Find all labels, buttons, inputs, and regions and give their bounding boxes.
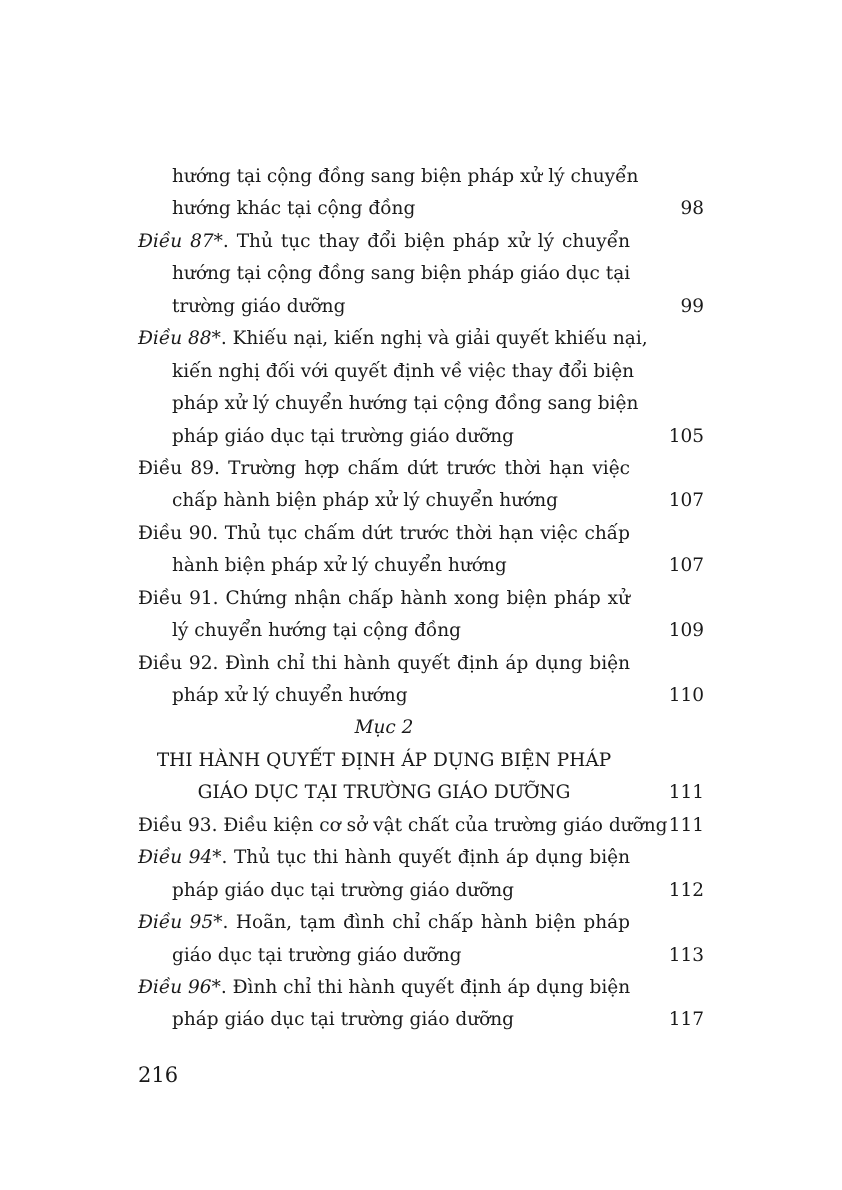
entry-line	[138, 226, 704, 258]
entry-text: hành biện pháp xử lý chuyển hướng	[172, 555, 507, 577]
entry-line	[138, 907, 704, 939]
entry-line	[138, 972, 704, 1004]
section-label-row	[138, 712, 704, 744]
entry-page-number: 111	[668, 814, 704, 836]
toc-entry	[138, 648, 704, 713]
section-title-line: GIÁO DỤC TẠI TRƯỜNG GIÁO DƯỠNG	[197, 782, 571, 804]
entry-line	[138, 680, 704, 712]
entry-text: lý chuyển hướng tại cộng đồng	[172, 620, 461, 642]
section-title-row	[138, 777, 704, 809]
article-number: Điều 93	[138, 814, 212, 836]
entry-page-number: 110	[668, 685, 704, 706]
entry-text: hướng khác tại cộng đồng	[172, 198, 416, 220]
table-of-contents	[138, 161, 704, 1037]
article-number: Điều 90	[138, 522, 213, 544]
entry-line	[138, 453, 704, 485]
entry-line	[138, 550, 704, 582]
article-number: Điều 94*	[138, 847, 222, 869]
article-number: Điều 89	[138, 457, 214, 479]
entry-text: Điều 88*. Khiếu nại, kiến nghị và giải quyết khiếu nại,	[138, 328, 648, 350]
entry-line	[138, 161, 704, 193]
entry-text: pháp xử lý chuyển hướng tại cộng đồng sang biện	[172, 393, 639, 415]
entry-line	[138, 258, 704, 290]
entry-text: Điều 90. Thủ tục chấm dứt trước thời hạn việc chấp	[138, 522, 630, 544]
section-heading	[138, 712, 704, 809]
entry-text: Điều 94*. Thủ tục thi hành quyết định áp dụng biện	[138, 847, 630, 869]
toc-entry	[138, 323, 704, 453]
entry-page-number: 105	[668, 425, 704, 447]
entry-text: Điều 95*. Hoãn, tạm đình chỉ chấp hành biện pháp	[138, 912, 630, 934]
article-number: Điều 92	[138, 652, 213, 674]
entry-text: pháp giáo dục tại trường giáo dưỡng	[172, 879, 515, 901]
entry-text: chấp hành biện pháp xử lý chuyển hướng	[172, 490, 559, 512]
entry-text: Điều 89. Trường hợp chấm dứt trước thời hạn việc	[138, 457, 630, 479]
section-title-row	[138, 745, 704, 777]
entry-text: Điều 87*. Thủ tục thay đổi biện pháp xử lý chuyển	[138, 230, 630, 252]
toc-entry	[138, 810, 704, 842]
entry-page-number: 107	[668, 555, 704, 577]
article-number: Điều 96*	[138, 976, 221, 998]
entry-line	[138, 1004, 704, 1036]
entry-text: kiến nghị đối với quyết định về việc thay đổi biện	[172, 360, 635, 382]
toc-entry	[138, 161, 704, 226]
article-number: Điều 91	[138, 587, 213, 609]
entry-text: pháp giáo dục tại trường giáo dưỡng	[172, 1009, 515, 1031]
entry-page-number: 113	[668, 944, 704, 966]
entry-line	[138, 356, 704, 388]
toc-entry	[138, 518, 704, 583]
entry-line	[138, 193, 704, 225]
entry-line	[138, 291, 704, 323]
entry-line	[138, 810, 704, 842]
entry-text: pháp xử lý chuyển hướng	[172, 685, 408, 706]
entry-page-number: 112	[668, 879, 704, 901]
entry-page-number: 109	[668, 620, 704, 642]
entry-text: hướng tại cộng đồng sang biện pháp xử lý chuyển	[172, 166, 639, 187]
entry-text: hướng tại cộng đồng sang biện pháp giáo dục tại	[172, 263, 631, 285]
article-number: Điều 95*	[138, 912, 223, 934]
toc-entry	[138, 583, 704, 648]
entry-line	[138, 875, 704, 907]
toc-entry	[138, 907, 704, 972]
entry-page-number: 111	[668, 782, 704, 804]
entry-page-number: 99	[680, 295, 704, 317]
entry-line	[138, 421, 704, 453]
entry-line	[138, 518, 704, 550]
entry-text: pháp giáo dục tại trường giáo dưỡng	[172, 425, 515, 447]
entry-line	[138, 485, 704, 517]
entry-text: Điều 93. Điều kiện cơ sở vật chất của trường giáo dưỡng	[138, 814, 668, 836]
entry-text: Điều 92. Đình chỉ thi hành quyết định áp dụng biện	[138, 652, 630, 674]
entry-page-number: 117	[668, 1009, 704, 1031]
article-number: Điều 87*	[138, 230, 223, 252]
entry-line	[138, 615, 704, 647]
entry-line	[138, 842, 704, 874]
toc-entry	[138, 842, 704, 907]
entry-text: giáo dục tại trường giáo dưỡng	[172, 944, 462, 966]
entry-text: Điều 96*. Đình chỉ thi hành quyết định áp dụng biện	[138, 976, 631, 998]
entry-line	[138, 323, 704, 355]
entry-page-number: 98	[680, 198, 704, 220]
entry-text: trường giáo dưỡng	[172, 295, 346, 317]
entry-line	[138, 940, 704, 972]
article-number: Điều 88*	[138, 328, 221, 350]
page-number: 216	[138, 1063, 179, 1087]
entry-line	[138, 388, 704, 420]
section-title-line: THI HÀNH QUYẾT ĐỊNH ÁP DỤNG BIỆN PHÁP	[156, 749, 612, 771]
entry-text: Điều 91. Chứng nhận chấp hành xong biện pháp xử	[138, 587, 630, 609]
toc-entry	[138, 972, 704, 1037]
entry-line	[138, 648, 704, 680]
entry-page-number: 107	[668, 490, 704, 512]
toc-entry	[138, 226, 704, 323]
toc-entry	[138, 453, 704, 518]
section-label: Mục 2	[354, 717, 414, 739]
entry-line	[138, 583, 704, 615]
